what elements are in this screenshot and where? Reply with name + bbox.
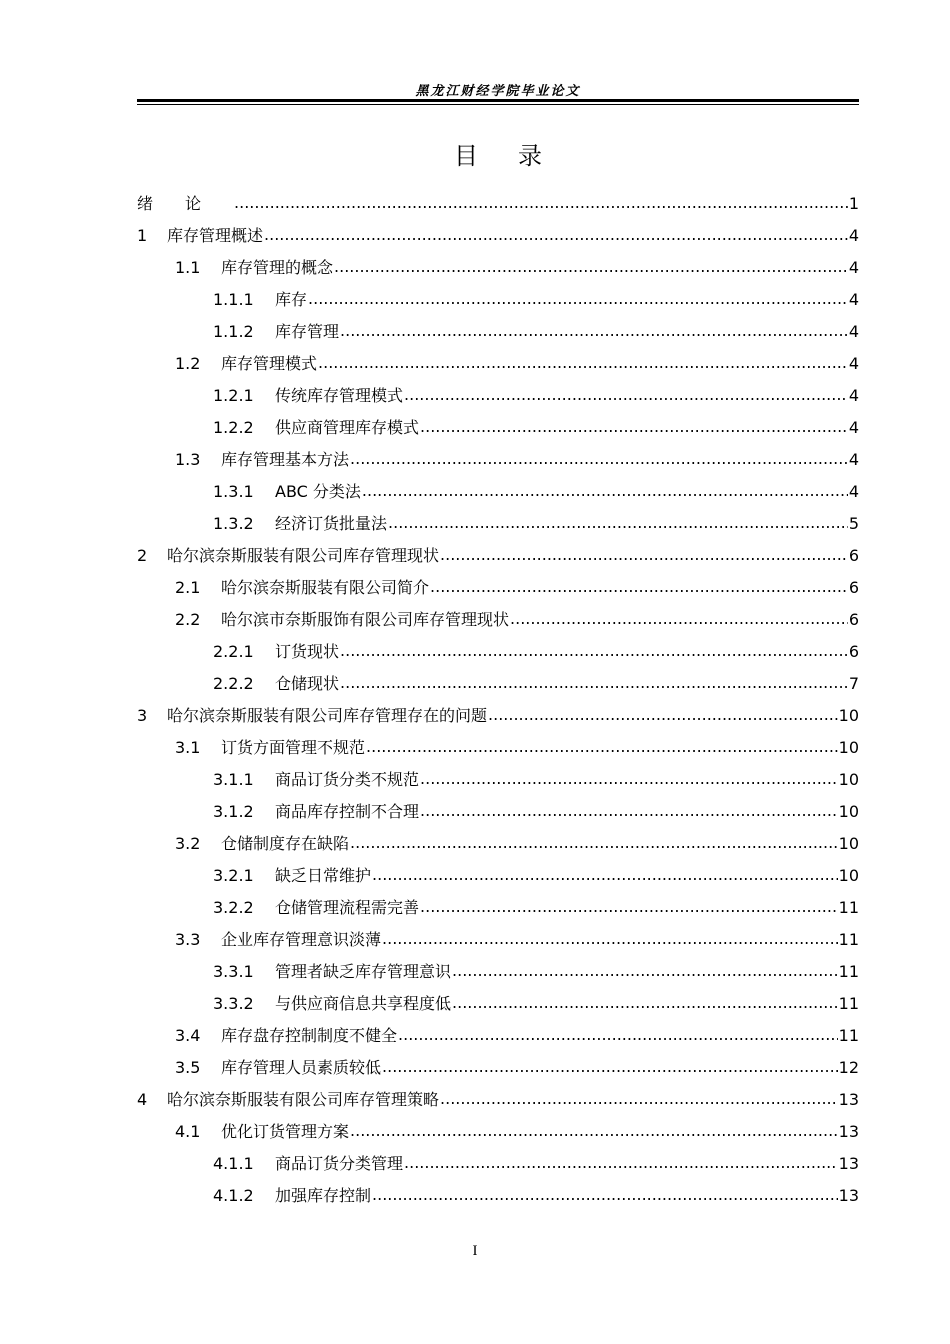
toc-entry-page: 11 — [838, 898, 859, 917]
toc-entry-page: 10 — [838, 738, 859, 757]
toc-dot-leader — [430, 571, 848, 603]
toc-entry-number: 4 — [137, 1090, 148, 1109]
toc-entry-page: 6 — [848, 578, 859, 597]
toc-entry-number: 1.1.1 — [213, 290, 254, 309]
toc-entry-number: 3.5 — [175, 1058, 201, 1077]
toc-entry[interactable] — [137, 668, 859, 700]
toc-entry[interactable] — [137, 1052, 859, 1084]
toc-entry-title: 库存管理基本方法 — [221, 450, 350, 469]
header-rule-thick — [137, 99, 859, 102]
toc-entry-page: 13 — [838, 1154, 859, 1173]
toc-entry-title: 哈尔滨奈斯服装有限公司库存管理存在的问题 — [167, 706, 488, 725]
toc-entry-title: 传统库存管理模式 — [275, 386, 404, 405]
toc-dot-leader — [452, 987, 838, 1019]
toc-entry-number: 3.1.1 — [213, 770, 254, 789]
toc-dot-leader — [350, 443, 848, 475]
toc-dot-leader — [382, 923, 838, 955]
toc-entry-title: 库存管理模式 — [221, 354, 318, 373]
toc-dot-leader — [488, 699, 838, 731]
toc-dot-leader — [264, 219, 848, 251]
toc-dot-leader — [340, 635, 848, 667]
toc-entry-page: 13 — [838, 1090, 859, 1109]
toc-entry-title: 经济订货批量法 — [275, 514, 388, 533]
toc-entry[interactable] — [137, 412, 859, 444]
toc-entry-page: 5 — [848, 514, 859, 533]
toc-dot-leader — [234, 187, 848, 219]
toc-dot-leader — [404, 1147, 838, 1179]
toc-entry[interactable] — [137, 988, 859, 1020]
toc-dot-leader — [308, 283, 848, 315]
toc-dot-leader — [350, 1115, 838, 1147]
toc-entry[interactable] — [137, 892, 859, 924]
toc-entry-title: 仓储管理流程需完善 — [275, 898, 420, 917]
toc-entry[interactable] — [137, 348, 859, 380]
toc-entry-page: 11 — [838, 994, 859, 1013]
toc-entry[interactable] — [137, 700, 859, 732]
toc-entry[interactable] — [137, 1020, 859, 1052]
toc-entry-title: 企业库存管理意识淡薄 — [221, 930, 382, 949]
toc-entry-title: 哈尔滨奈斯服装有限公司库存管理现状 — [167, 546, 440, 565]
toc-entry-number: 1.1.2 — [213, 322, 254, 341]
toc-dot-leader — [440, 1083, 838, 1115]
toc-entry[interactable] — [137, 796, 859, 828]
toc-entry-page: 6 — [848, 642, 859, 661]
toc-dot-leader — [398, 1019, 838, 1051]
toc-entry-number: 2.2 — [175, 610, 201, 629]
toc-entry-page: 4 — [848, 482, 859, 501]
toc-entry-title: 库存盘存控制制度不健全 — [221, 1026, 398, 1045]
toc-entry-page: 10 — [838, 834, 859, 853]
toc-entry-page: 4 — [848, 418, 859, 437]
running-header: 黑龙江财经学院毕业论文 — [415, 84, 581, 99]
toc-entry-number: 2.1 — [175, 578, 201, 597]
toc-dot-leader — [362, 475, 848, 507]
toc-dot-leader — [440, 539, 848, 571]
toc-entry-title: 哈尔滨奈斯服装有限公司库存管理策略 — [167, 1090, 440, 1109]
toc-entry-title: 优化订货管理方案 — [221, 1122, 350, 1141]
toc-entry[interactable] — [137, 476, 859, 508]
toc-entry-number: 4.1.2 — [213, 1186, 254, 1205]
toc-entry-page: 10 — [838, 802, 859, 821]
toc-entry-number: 3.3 — [175, 930, 201, 949]
toc-dot-leader — [420, 763, 838, 795]
toc-entry[interactable] — [137, 1116, 859, 1148]
toc-dot-leader — [510, 603, 848, 635]
toc-dot-leader — [420, 411, 848, 443]
toc-entry-title: 库存管理的概念 — [221, 258, 334, 277]
toc-entry-page: 6 — [848, 610, 859, 629]
toc-entry[interactable] — [137, 508, 859, 540]
toc-entry-title: 仓储现状 — [275, 674, 340, 693]
toc-entry-number: 2 — [137, 546, 148, 565]
toc-entry-number: 3.2.1 — [213, 866, 254, 885]
toc-entry-number: 1.2.1 — [213, 386, 254, 405]
toc-entry[interactable] — [137, 316, 859, 348]
toc-entry[interactable] — [137, 636, 859, 668]
toc-dot-leader — [420, 795, 838, 827]
toc-entry[interactable] — [137, 220, 859, 252]
toc-entry-page: 4 — [848, 322, 859, 341]
toc-entry-title: 哈尔滨市奈斯服饰有限公司库存管理现状 — [221, 610, 510, 629]
toc-entry[interactable] — [137, 284, 859, 316]
toc-dot-leader — [382, 1051, 838, 1083]
toc-entry-title: 仓储制度存在缺陷 — [221, 834, 350, 853]
toc-entry-title: 库存管理概述 — [167, 226, 264, 245]
toc-entry-number: 3.3.1 — [213, 962, 254, 981]
toc-entry-number: 1 — [137, 226, 148, 245]
toc-entry-title: 与供应商信息共享程度低 — [275, 994, 452, 1013]
toc-entry-number: 3 — [137, 706, 148, 725]
toc-dot-leader — [340, 315, 848, 347]
toc-entry-number: 1.3.2 — [213, 514, 254, 533]
toc-entry[interactable] — [137, 540, 859, 572]
toc-entry-title: ABC 分类法 — [275, 482, 361, 501]
toc-dot-leader — [372, 1179, 838, 1211]
toc-entry[interactable] — [137, 604, 859, 636]
toc-entry-title: 哈尔滨奈斯服装有限公司简介 — [221, 578, 430, 597]
toc-title: 目录 — [454, 142, 582, 170]
toc-entry-title: 库存管理人员素质较低 — [221, 1058, 382, 1077]
toc-entry-page: 4 — [848, 354, 859, 373]
toc-entry-title: 订货现状 — [275, 642, 340, 661]
table-of-contents — [137, 188, 859, 1212]
toc-entry-number: 1.1 — [175, 258, 201, 277]
toc-entry-number: 3.2.2 — [213, 898, 254, 917]
toc-entry-page: 13 — [838, 1122, 859, 1141]
header-rule-thin — [137, 104, 859, 105]
toc-entry-title: 库存管理 — [275, 322, 340, 341]
toc-entry[interactable] — [137, 188, 859, 220]
toc-entry[interactable] — [137, 380, 859, 412]
toc-entry-title: 加强库存控制 — [275, 1186, 372, 1205]
toc-entry-title: 缺乏日常维护 — [275, 866, 372, 885]
toc-entry[interactable] — [137, 764, 859, 796]
toc-entry[interactable] — [137, 860, 859, 892]
toc-entry[interactable] — [137, 1180, 859, 1212]
toc-entry-title: 库存 — [275, 290, 308, 309]
toc-dot-leader — [340, 667, 848, 699]
toc-entry-page: 4 — [848, 226, 859, 245]
toc-entry[interactable] — [137, 828, 859, 860]
page-number: I — [472, 1243, 478, 1259]
toc-entry[interactable] — [137, 732, 859, 764]
toc-entry-page: 4 — [848, 386, 859, 405]
toc-entry-page: 12 — [838, 1058, 859, 1077]
toc-dot-leader — [388, 507, 848, 539]
toc-entry-page: 13 — [838, 1186, 859, 1205]
toc-entry-page: 4 — [848, 290, 859, 309]
toc-dot-leader — [334, 251, 848, 283]
toc-entry[interactable] — [137, 924, 859, 956]
toc-entry[interactable] — [137, 444, 859, 476]
toc-entry-number: 3.3.2 — [213, 994, 254, 1013]
toc-entry-number: 3.4 — [175, 1026, 201, 1045]
toc-entry-title: 订货方面管理不规范 — [221, 738, 366, 757]
toc-entry-title: 管理者缺乏库存管理意识 — [275, 962, 452, 981]
toc-entry-number: 1.3.1 — [213, 482, 254, 501]
toc-entry[interactable] — [137, 252, 859, 284]
toc-entry-title: 供应商管理库存模式 — [275, 418, 420, 437]
toc-entry-number: 1.2.2 — [213, 418, 254, 437]
toc-entry-page: 10 — [838, 770, 859, 789]
toc-dot-leader — [318, 347, 848, 379]
toc-dot-leader — [420, 891, 838, 923]
toc-entry-number: 1.3 — [175, 450, 201, 469]
toc-entry-title: 商品订货分类管理 — [275, 1154, 404, 1173]
toc-entry-number: 2.2.2 — [213, 674, 254, 693]
toc-entry-page: 4 — [848, 258, 859, 277]
toc-entry-number: 1.2 — [175, 354, 201, 373]
toc-entry-number: 4.1 — [175, 1122, 201, 1141]
toc-entry-page: 11 — [838, 962, 859, 981]
toc-entry-number: 2.2.1 — [213, 642, 254, 661]
toc-entry-page: 4 — [848, 450, 859, 469]
toc-entry-title: 绪论 — [137, 194, 234, 213]
toc-entry[interactable] — [137, 956, 859, 988]
toc-entry-page: 10 — [838, 866, 859, 885]
toc-dot-leader — [404, 379, 848, 411]
toc-entry-page: 11 — [838, 930, 859, 949]
toc-entry-page: 11 — [838, 1026, 859, 1045]
toc-dot-leader — [452, 955, 838, 987]
toc-entry-number: 3.2 — [175, 834, 201, 853]
toc-entry-number: 3.1.2 — [213, 802, 254, 821]
toc-entry-page: 1 — [848, 194, 859, 213]
toc-entry-title: 商品库存控制不合理 — [275, 802, 420, 821]
toc-entry-number: 3.1 — [175, 738, 201, 757]
toc-entry-title: 商品订货分类不规范 — [275, 770, 420, 789]
toc-entry[interactable] — [137, 572, 859, 604]
toc-dot-leader — [372, 859, 838, 891]
toc-entry[interactable] — [137, 1148, 859, 1180]
toc-entry-page: 6 — [848, 546, 859, 565]
toc-dot-leader — [366, 731, 838, 763]
toc-dot-leader — [350, 827, 838, 859]
toc-entry-page: 10 — [838, 706, 859, 725]
toc-entry-number: 4.1.1 — [213, 1154, 254, 1173]
toc-entry-page: 7 — [848, 674, 859, 693]
toc-entry[interactable] — [137, 1084, 859, 1116]
